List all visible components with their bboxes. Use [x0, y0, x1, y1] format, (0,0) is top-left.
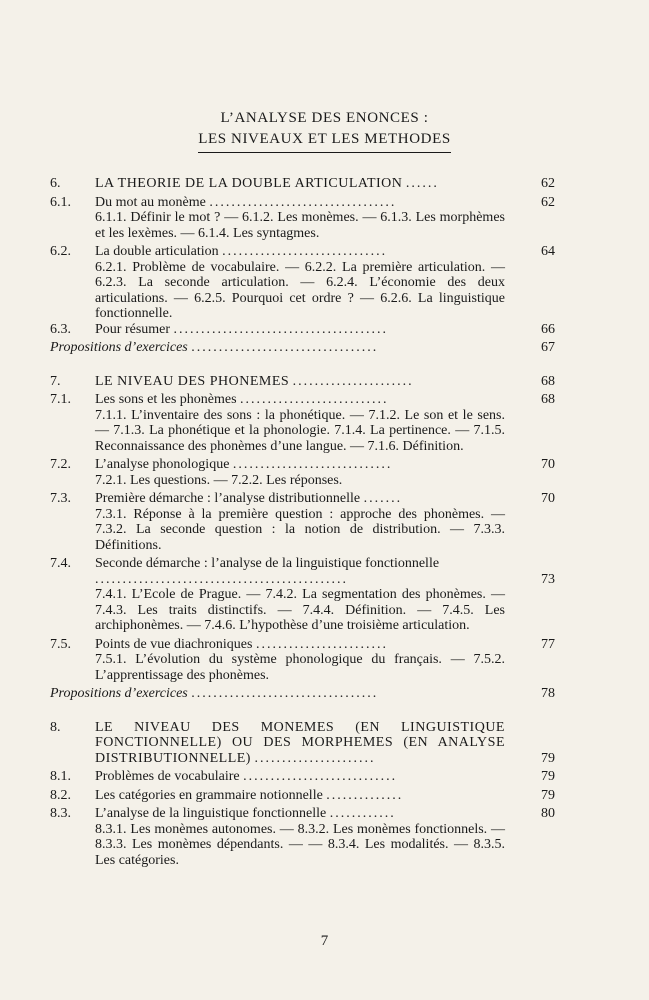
page-number: 70 [541, 491, 555, 506]
leader-dots: .............................. [222, 244, 388, 259]
toc-chapter-6 [50, 176, 555, 192]
page-number: 73 [541, 571, 555, 587]
page-number: 62 [541, 194, 555, 210]
toc-section-6-3 [50, 322, 555, 338]
leader-dots: ........................... [240, 392, 389, 407]
heading-line-2: LES NIVEAUX ET LES METHODES [198, 129, 451, 153]
leader-dots: ...... [405, 176, 439, 191]
section-number: 7.1. [50, 392, 71, 407]
page-number: 67 [541, 340, 555, 355]
toc-section-7-3 [50, 491, 555, 507]
subsection-list: 7.1.1. L’inventaire des sons : la phonétique. — 7.1.2. Le son et le sens. — 7.1.3. La phonétique et la phonologie. 7.1.4. La pertinence. — 7.1.5. Reconnaissance des phonèmes d’une langue. — 7.1.6. Définition. [95, 407, 505, 454]
toc-section-7-4 [50, 556, 555, 587]
leader-dots: ............................. [232, 457, 393, 472]
page-number: 68 [541, 392, 555, 407]
toc-section-7-5 [50, 637, 555, 653]
section-title: L’analyse de la linguistique fonctionnelle [95, 806, 327, 821]
chapter-title: LA THEORIE DE LA DOUBLE ARTICULATION [95, 176, 403, 191]
leader-dots: ...................... [292, 373, 414, 389]
subsection-list: 8.3.1. Les monèmes autonomes. — 8.3.2. Les monèmes fonctionnels. — 8.3.3. Les monèmes dépendants. — — 8.3.4. Les modalités. — 8.3.5. Les catégories. [95, 821, 505, 868]
toc-section-6-2 [50, 244, 555, 260]
section-number: 7.2. [50, 457, 71, 472]
subsection-list: 6.2.1. Problème de vocabulaire. — 6.2.2. La première articulation. — 6.2.3. La seconde articulation. — 6.2.4. L’économie des deux articulations. — 6.2.5. Pourquoi cet ordre ? — 6.2.6. La linguistique fonctionnelle. [95, 259, 505, 321]
section-title: Première démarche : l’analyse distributionnelle [95, 491, 361, 506]
subsection-list: 6.1.1. Définir le mot ? — 6.1.2. Les monèmes. — 6.1.3. Les morphèmes et les lexèmes. — 6.1.4. Les syntagmes. [95, 210, 505, 241]
toc-exercises-6 [50, 340, 555, 356]
toc-section-8-2 [50, 788, 555, 804]
page-number: 79 [541, 750, 555, 766]
section-number: 6.3. [50, 321, 71, 337]
leader-dots: ....................................... [173, 321, 389, 337]
leader-dots: .............................................. [95, 571, 348, 587]
leader-dots: ...................... [254, 750, 376, 766]
section-title: Les sons et les phonèmes [95, 392, 237, 407]
leader-dots: ....... [363, 491, 403, 506]
leader-dots: .................................. [191, 340, 379, 355]
section-number: 6.1. [50, 194, 71, 210]
toc-section-6-1 [50, 195, 555, 211]
leader-dots: ........................ [255, 636, 388, 652]
section-number: 6.2. [50, 244, 71, 259]
toc-section-7-1 [50, 392, 555, 408]
section-title: Pour résumer [95, 321, 171, 337]
page-number: 78 [541, 686, 555, 701]
section-number: 8.3. [50, 806, 71, 821]
page-number: 80 [541, 806, 555, 821]
section-number: 7.5. [50, 636, 71, 652]
chapter-title: LE NIVEAU DES PHONEMES [95, 373, 290, 389]
page-number: 64 [541, 244, 555, 259]
chapter-title: LE NIVEAU DES MONEMES (EN LINGUISTIQUE FONCTIONNELLE) OU DES MORPHEMES (EN ANALYSE DISTRIBUTIONNELLE) [95, 719, 505, 766]
section-title: Du mot au monème [95, 194, 206, 210]
section-number: 7.3. [50, 491, 71, 506]
subsection-list: 7.3.1. Réponse à la première question : approche des phonèmes. — 7.3.2. La seconde question : la notion de distribution. — 7.3.3. Définitions. [95, 506, 505, 553]
page-number: 62 [541, 176, 555, 191]
toc-section-8-3 [50, 806, 555, 822]
toc-chapter-7 [50, 374, 555, 390]
page-number: 70 [541, 457, 555, 472]
page-number: 79 [541, 787, 555, 803]
section-heading [0, 108, 649, 153]
leader-dots: .............. [326, 787, 404, 803]
folio-page-number: 7 [320, 933, 329, 949]
leader-dots: .................................. [209, 194, 397, 210]
section-title: Points de vue diachroniques [95, 636, 253, 652]
subsection-list: 7.5.1. L’évolution du système phonologique du français. — 7.5.2. L’apprentissage des phonèmes. [95, 652, 505, 683]
section-title: Seconde démarche : l’analyse de la linguistique fonctionnelle [95, 556, 440, 571]
toc-section-7-2 [50, 457, 555, 473]
leader-dots: ............................ [243, 769, 398, 784]
section-title: L’analyse phonologique [95, 457, 230, 472]
chapter-number: 7. [50, 373, 61, 389]
page-number: 77 [541, 636, 555, 652]
leader-dots: .................................. [191, 686, 379, 701]
exercises-title: Propositions d’exercices [50, 340, 188, 355]
section-title: La double articulation [95, 244, 219, 259]
page-number: 66 [541, 321, 555, 337]
exercises-title: Propositions d’exercices [50, 686, 188, 701]
section-number: 8.2. [50, 787, 71, 803]
chapter-number: 6. [50, 176, 61, 191]
toc-chapter-8 [50, 720, 555, 767]
page-number: 79 [541, 769, 555, 784]
chapter-number: 8. [50, 719, 61, 735]
subsection-list: 7.4.1. L’Ecole de Prague. — 7.4.2. La segmentation des phonèmes. — 7.4.3. Les traits distinctifs. — 7.4.4. Définition. — 7.4.5. Les archiphonèmes. — 7.4.6. L’hypothèse d’une troisième articulation. [95, 587, 505, 633]
toc-section-8-1 [50, 769, 555, 785]
heading-line-1: L’ANALYSE DES ENONCES : [220, 110, 429, 126]
page-number: 68 [541, 373, 555, 389]
section-title: Les catégories en grammaire notionnelle [95, 787, 323, 803]
table-of-contents [50, 176, 555, 868]
section-number: 7.4. [50, 556, 71, 571]
leader-dots: ............ [329, 806, 396, 821]
subsection-list: 7.2.1. Les questions. — 7.2.2. Les réponses. [95, 472, 343, 488]
toc-exercises-7 [50, 686, 555, 702]
section-number: 8.1. [50, 769, 71, 784]
section-title: Problèmes de vocabulaire [95, 769, 240, 784]
